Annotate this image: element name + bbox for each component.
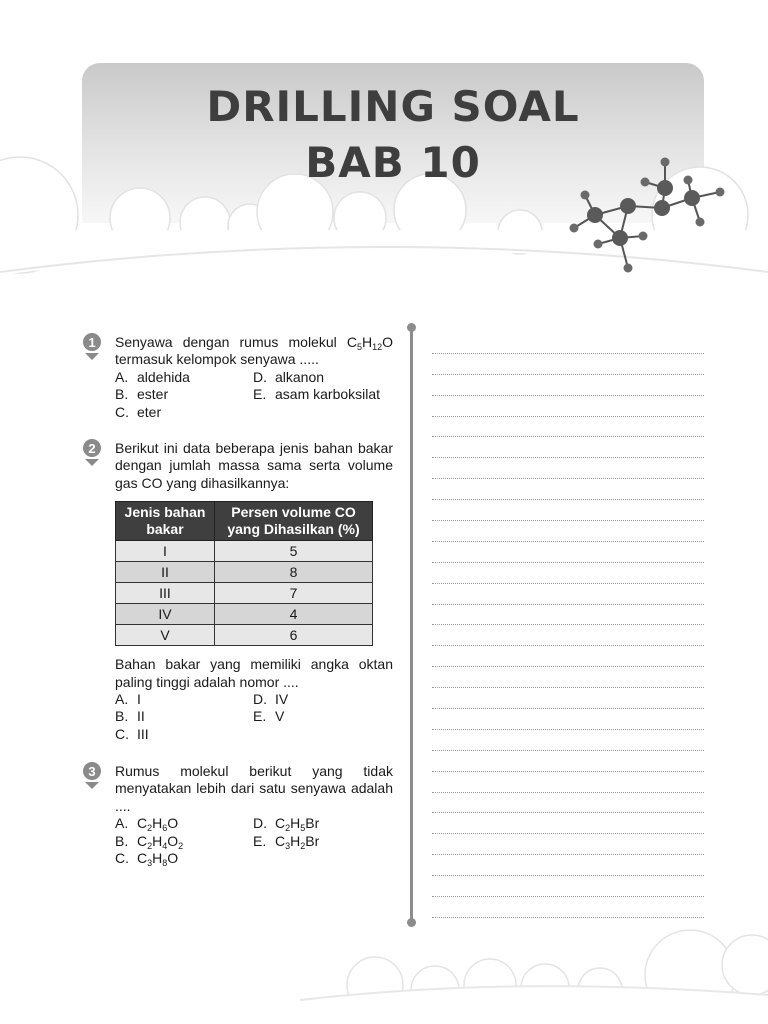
options-list [115, 815, 393, 867]
answer-line[interactable] [432, 584, 704, 605]
question-number-badge [82, 762, 102, 790]
question-number: 1 [88, 335, 96, 350]
question-number-badge [82, 439, 102, 467]
answer-line[interactable] [432, 542, 704, 563]
question-1 [115, 334, 393, 421]
answer-line[interactable] [432, 458, 704, 479]
answer-line[interactable] [432, 855, 704, 876]
option-d[interactable]: D. $C_2H_5Br$ [253, 815, 320, 834]
answer-line[interactable] [432, 354, 704, 375]
answer-line[interactable] [432, 333, 704, 354]
table-row: II 8 [116, 562, 373, 583]
question-text: Senyawa dengan rumus molekul $C_5H_{12}O$ termasuk kelompok senyawa ..... [115, 334, 393, 368]
answer-line[interactable] [432, 375, 704, 396]
table-header: Persen volume CO yang Dihasilkan (%) [215, 502, 373, 541]
question-2 [115, 440, 393, 743]
divider-dot [407, 918, 416, 927]
question-3 [115, 763, 393, 867]
answer-line[interactable] [432, 793, 704, 814]
answer-line[interactable] [432, 437, 704, 458]
page-title-line1: DRILLING SOAL [206, 82, 580, 131]
answer-line[interactable] [432, 772, 704, 793]
column-divider [410, 329, 413, 923]
table-row: I 5 [116, 541, 373, 562]
option-e[interactable]: E. V [253, 708, 285, 725]
divider-dot [407, 323, 416, 332]
answer-line[interactable] [432, 479, 704, 500]
answer-line[interactable] [432, 897, 704, 918]
option-e[interactable]: E. $C_3H_2Br$ [253, 832, 320, 851]
option-a[interactable]: A. I [115, 691, 141, 708]
answer-line[interactable] [432, 751, 704, 772]
table-header: Jenis bahan bakar [116, 502, 215, 541]
question-intro: Berikut ini data beberapa jenis bahan bakar dengan jumlah massa sama serta volume gas CO yang dihasilkannya: [115, 440, 393, 491]
option-b[interactable]: B. ester [115, 386, 169, 403]
table-row: V 6 [116, 625, 373, 646]
question-number: 3 [88, 764, 96, 779]
answer-line[interactable] [432, 709, 704, 730]
question-text: Rumus molekul berikut yang tidak menyatakan lebih dari satu senyawa adalah .... [115, 763, 393, 814]
answer-line[interactable] [432, 667, 704, 688]
option-b[interactable]: B. II [115, 708, 145, 725]
option-a[interactable]: A. $C_2H_6O$ [115, 815, 179, 834]
option-a[interactable]: A. aldehida [115, 368, 190, 385]
option-c[interactable]: C. eter [115, 403, 162, 420]
answer-line[interactable] [432, 646, 704, 667]
table-row: III 7 [116, 583, 373, 604]
fuel-data-table [115, 501, 373, 646]
answer-line[interactable] [432, 563, 704, 584]
answer-line[interactable] [432, 396, 704, 417]
options-list [115, 369, 393, 421]
question-text: Bahan bakar yang memiliki angka oktan paling tinggi adalah nomor .... [115, 656, 393, 690]
option-c[interactable]: C. III [115, 725, 149, 742]
question-number: 2 [88, 441, 96, 456]
answer-line[interactable] [432, 730, 704, 751]
answer-line[interactable] [432, 417, 704, 438]
answer-line[interactable] [432, 500, 704, 521]
answer-line[interactable] [432, 876, 704, 897]
table-row: IV 4 [116, 604, 373, 625]
answer-line[interactable] [432, 688, 704, 709]
question-number-badge [82, 333, 102, 361]
option-d[interactable]: D. alkanon [253, 368, 325, 385]
option-d[interactable]: D. IV [253, 691, 289, 708]
answer-lines[interactable] [432, 333, 704, 918]
options-list [115, 691, 393, 743]
answer-line[interactable] [432, 813, 704, 834]
answer-line[interactable] [432, 834, 704, 855]
answer-line[interactable] [432, 605, 704, 626]
option-b[interactable]: B. $C_2H_4O_2$ [115, 832, 184, 851]
answer-line[interactable] [432, 625, 704, 646]
option-e[interactable]: E. asam karboksilat [253, 386, 381, 403]
option-c[interactable]: C. $C_3H_8O$ [115, 850, 179, 869]
page-title-line2: BAB 10 [305, 138, 481, 187]
answer-line[interactable] [432, 521, 704, 542]
